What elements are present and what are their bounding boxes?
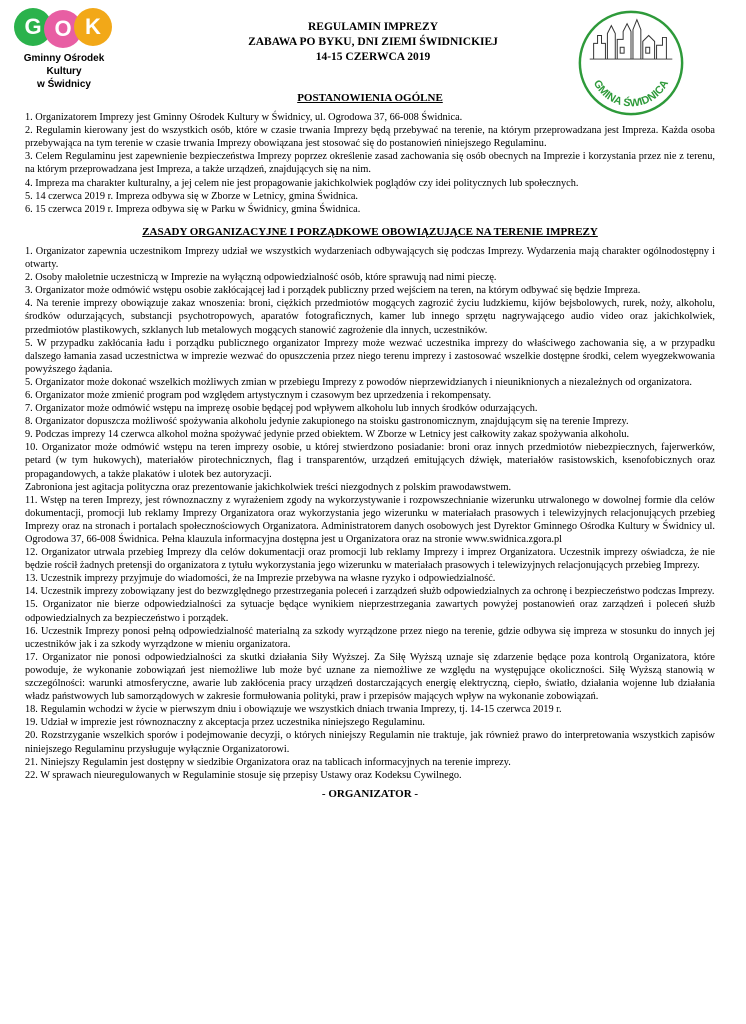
general-item: 3. Celem Regulaminu jest zapewnienie bezpieczeństwa Imprezy poprzez określenie zasad zachowania się osób obecnych na Imprezie i korzystania przez nie z terenu, na którym przeprowadzana jest Impreza, a także urządzeń, znajdujących się na nim. (25, 151, 715, 176)
gok-logo-line1: Gminny Ośrodek Kultury (23, 53, 105, 77)
town-skyline-icon (590, 20, 673, 59)
rule-item: 5. W przypadku zakłócania ładu i porządku publicznego organizator Imprezy może wezwać uczestnika imprezy do właściwego zachowania się, a w przypadku dalszego łamania zasad uczestnictwa w imprezie wezwać do opuszczenia przez niego terenu imprezy i zastosować wszelkie dostępne środki, celem wyegzekwowania powyższego żądania. (25, 337, 715, 375)
section-general-title: POSTANOWIENIA OGÓLNE (297, 92, 443, 104)
gmina-logo-text: GMINA ŚWIDNICA (590, 78, 672, 110)
rule-item: 22. W sprawach nieuregulowanych w Regulaminie stosuje się przepisy Ustawy oraz Kodeksu Cywilnego. (25, 769, 462, 781)
rule-item: 13. Uczestnik imprezy przyjmuje do wiadomości, że na Imprezie przebywa na własne ryzyko i odpowiedzialność. (25, 573, 496, 585)
rule-item: 17. Organizator nie ponosi odpowiedzialności za skutki działania Siły Wyższej. Za Siłę Wyższą uznaje się zdarzenie będące poza kontrolą Organizatora, które powoduje, że wykonanie zobowiązań jest niemożliwe lub może być uznane za niemożliwe ze względu na występujące okoliczności. Siłę Wyższą stanowią w szczególności: warunki atmosferyczne, awarie lub zakłócenia pracy urządzeń dostarczających energię elektryczną, ciepło, światło, działania wojenne lub działania władz państwowych lub samorządowych w zakresie formułowania polityki, praw i przepisów mających wpływ na wykonanie zobowiązań. (25, 651, 715, 703)
rule-item: 15. Organizator nie bierze odpowiedzialności za sytuacje będące wynikiem nieprzestrzegania zawartych powyżej postanowień oraz zarządzeń i poleceń służb odpowiedzialnych za bezpieczeństwo i porządek. (25, 599, 715, 624)
rule-item: 11. Wstęp na teren Imprezy, jest równoznaczny z wyrażeniem zgody na wykorzystywanie i rozpowszechnianie wizerunku utrwalonego w dowolnej formie dla celów dokumentacji, promocji lub reklamy Imprezy Organizatora oraz wykorzystania jego wizerunku w materiałach prasowych i telewizyjnych relacjonujących przebieg Imprezy oraz na stronach i portalach społecznościowych Organizatora. Administratorem danych osobowych jest Dyrektor Gminnego Ośrodka Kultury w Świdnicy ul. Ogrodowa 37, 66-008 Świdnica. Pełna klauzula informacyjna dostępna jest u Organizatora oraz na stronie www.swidnica.zgora.pl (25, 494, 715, 545)
rule-item: 8. Organizator dopuszcza możliwość spożywania alkoholu jedynie zakupionego na stoisku gastronomicznym, znajdującym się na terenie Imprezy. (25, 416, 629, 428)
rule-item: 16. Uczestnik Imprezy ponosi pełną odpowiedzialność materialną za szkody wyrządzone przez niego na terenie, gdzie odbywa się impreza w stosunku do innych jej uczestników jak i za szkody wyrządzone w mieniu organizatora. (25, 625, 715, 650)
rule-item: Zabroniona jest agitacja polityczna oraz prezentowanie jakichkolwiek treści niezgodnych z polskim prawodawstwem. (25, 481, 512, 493)
gok-logo-line2: w Świdnicy (37, 79, 91, 90)
gok-logo-text (10, 52, 118, 91)
gok-logo-circles (14, 6, 114, 50)
title-line2: ZABAWA PO BYKU, DNI ZIEMI ŚWIDNICKIEJ (248, 36, 498, 48)
section-rules-title: ZASADY ORGANIZACYJNE I PORZĄDKOWE OBOWIĄZUJĄCE NA TERENIE IMPREZY (142, 225, 598, 238)
organizer-signature: - ORGANIZATOR - (321, 787, 419, 800)
general-item: 2. Regulamin kierowany jest do wszystkich osób, które w czasie trwania Imprezy będą przebywać na terenie, na którym przeprowadzana jest Impreza. Każda osoba przebywająca na tym terenie w czasie trwania Imprezy obowiązana jest stosować się do postanowień niniejszego Regulaminu. (25, 125, 715, 150)
general-item: 5. 14 czerwca 2019 r. Impreza odbywa się w Zborze w Letnicy, gmina Świdnica. (25, 190, 359, 202)
rule-item: 18. Regulamin wchodzi w życie w pierwszym dniu i obowiązuje we wszystkich dniach trwania Imprezy, tj. 14-15 czerwca 2019 r. (25, 704, 562, 716)
title-line1: REGULAMIN IMPREZY (307, 21, 438, 33)
rule-item: 5. Organizator może dokonać wszelkich możliwych zmian w przebiegu Imprezy z powodów nieprzewidzianych i nieuniknionych a niezależnych od organizatora. (25, 376, 692, 388)
general-item: 1. Organizatorem Imprezy jest Gminny Ośrodek Kultury w Świdnicy, ul. Ogrodowa 37, 66-008 Świdnica. (25, 112, 463, 124)
section-general-list (25, 111, 715, 216)
title-line3: 14-15 CZERWCA 2019 (315, 51, 431, 63)
document-body (25, 92, 715, 801)
rule-item: 7. Organizator może odmówić wstępu na imprezę osobie będącej pod wpływem alkoholu lub innych środków odurzających. (25, 403, 538, 415)
rule-item: 10. Organizator może odmówić wstępu na teren imprezy osobie, u której stwierdzono posiadanie: broni oraz innych przedmiotów niebezpiecznych, fajerwerków, petard (w tym hukowych), materiałów pirotechnicznych, flag i transparentów, urządzeń emitujących dźwięk, materiałów rasistowskich, ksenofobicznych oraz propagandowych, a także plakatów i ulotek bez autoryzacji. (25, 442, 715, 480)
rule-item: 9. Podczas imprezy 14 czerwca alkohol można spożywać jedynie przed obiektem. W Zborze w Letnicy jest całkowity zakaz spożywania alkoholu. (25, 429, 630, 441)
rule-item: 1. Organizator zapewnia uczestnikom Imprezy udział we wszystkich wydarzeniach odbywających się podczas Imprezy. Wydarzenia mają charakter ogólnodostępny i otwarty. (25, 245, 715, 271)
gok-logo (10, 6, 120, 90)
rule-item: 20. Rozstrzyganie wszelkich sporów i podejmowanie decyzji, o których niniejszy Regulamin nie traktuje, jak również prawo do interpretowania wszystkich zapisów niniejszego Regulaminu przysługuje wyłącznie Organizatorowi. (25, 730, 715, 755)
rule-item: 6. Organizator może zmienić program pod względem artystycznym i czasowym bez uprzedzenia i rekompensaty. (25, 389, 492, 401)
gok-letter-g: G (14, 8, 52, 46)
rule-item: 4. Na terenie imprezy obowiązuje zakaz wnoszenia: broni, ciężkich przedmiotów mogących zagrozić życiu ludzkiemu, kijów bejsbolowych, rurek, noży, alkoholu, środków odurzających, substancji psychotropowych, aparatów fotograficznych, kamer lub innego sprzętu nagrywającego audio video oraz jakichkolwiek, przedmiotów plastikowych, szklanych lub metalowych mogących stanowić zagrożenie dla innych, uczestników. (25, 298, 715, 336)
general-item: 4. Impreza ma charakter kulturalny, a jej celem nie jest propagowanie jakichkolwiek poglądów czy idei politycznych lub społecznych. (25, 177, 579, 189)
document-title (200, 20, 546, 65)
gok-letter-o: O (44, 10, 82, 48)
rule-item: 3. Organizator może odmówić wstępu osobie zakłócającej ład i porządek publiczny przed wejściem na teren, na którym odbywać się będzie Impreza. (25, 285, 641, 297)
rule-item: 14. Uczestnik imprezy zobowiązany jest do bezwzględnego przestrzegania poleceń i zarządzeń służb odpowiedzialnych za ochronę i bezpieczeństwo podczas Imprezy. (25, 586, 715, 598)
gok-letter-k: K (74, 8, 112, 46)
rule-item: 21. Niniejszy Regulamin jest dostępny w siedzibie Organizatora oraz na tablicach informacyjnych na terenie imprezy. (25, 756, 511, 768)
section-rules-list (25, 245, 715, 782)
rule-item: 2. Osoby małoletnie uczestniczą w Imprezie na wyłączną odpowiedzialność osób, które sprawują nad nimi pieczę. (25, 272, 497, 284)
general-item: 6. 15 czerwca 2019 r. Impreza odbywa się w Parku w Świdnicy, gmina Świdnica. (25, 203, 361, 215)
rule-item: 12. Organizator utrwala przebieg Imprezy dla celów dokumentacji oraz promocji lub reklamy Imprezy i imprez Organizatora. Uczestnik imprezy oświadcza, że nie będzie rościł żadnych pretensji do organizatora z tytułu wykorzystania jego wizerunku w materiałach prasowych i telewizyjnych relacjonujących przebieg Imprezy. (25, 547, 715, 572)
rule-item: 19. Udział w imprezie jest równoznaczny z akceptacja przez uczestnika niniejszego Regulaminu. (25, 717, 425, 729)
